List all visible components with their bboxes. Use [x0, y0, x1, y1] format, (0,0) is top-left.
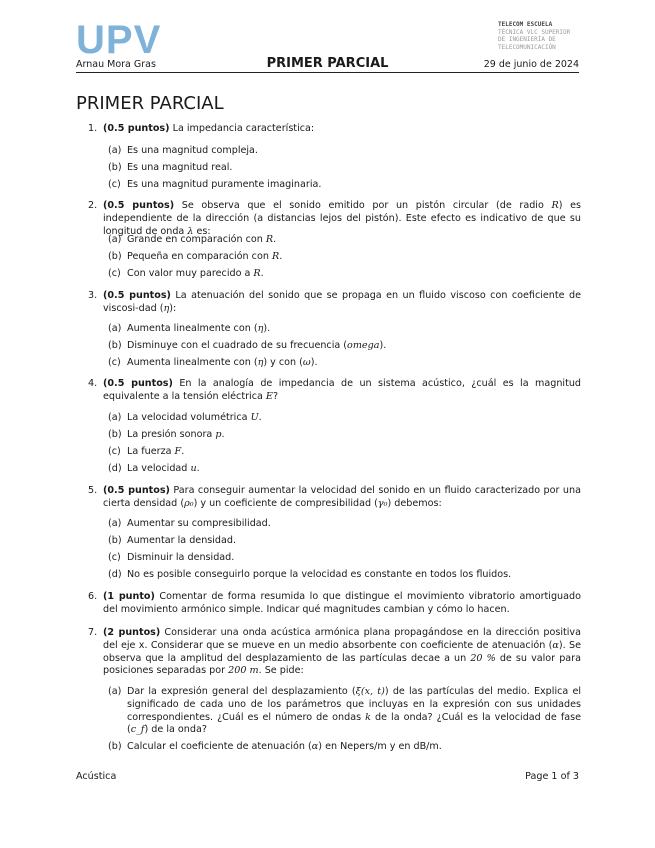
q7-part-b: (b) Calcular el coeficiente de atenuación (α) en Nepers/m y en dB/m.: [108, 741, 442, 752]
question-4: 4. (0.5 puntos) En la analogía de impedancia de un sistema acústico, ¿cuál es la magnitud equivalente a la tensión eléctrica E?: [88, 378, 581, 402]
q1-option-c: (c) Es una magnitud puramente imaginaria.: [108, 179, 322, 190]
q5-option-c: (c) Disminuir la densidad.: [108, 552, 235, 563]
footer-page-number: Page 1 of 3: [525, 771, 579, 782]
q4-option-c: (c) La fuerza F.: [108, 446, 185, 457]
author: Arnau Mora Gras: [76, 59, 156, 70]
footer-course: Acústica: [76, 771, 117, 782]
question-1: 1. (0.5 puntos) La impedancia característica:: [88, 123, 315, 134]
header-rule: [76, 72, 579, 73]
q4-option-d: (d) La velocidad u.: [108, 463, 200, 474]
upv-logo: UPV: [76, 18, 162, 62]
q2-option-c: (c) Con valor muy parecido a R.: [108, 268, 264, 279]
q3-option-b: (b) Disminuye con el cuadrado de su frecuencia (omega).: [108, 340, 387, 351]
school-logo: TELECOM ESCUELA TÉCNICA VLC SUPERIOR DE INGENIERÍA DE TELECOMUNICACIÓN: [498, 21, 571, 51]
q5-option-a: (a) Aumentar su compresibilidad.: [108, 518, 271, 529]
q5-option-b: (b) Aumentar la densidad.: [108, 535, 237, 546]
question-6: 6. (1 punto) Comentar de forma resumida lo que distingue el movimiento vibratorio amortiguado del movimiento armónico simple. Indicar qué magnitudes cambian y cómo lo hacen.: [88, 591, 581, 615]
q1-option-a: (a) Es una magnitud compleja.: [108, 145, 258, 156]
header-title: PRIMER PARCIAL: [266, 56, 389, 71]
q7-part-a: (a) Dar la expresión general del desplazamiento (ξ(x, t)) de las partículas del medio. Explica el significado de cada uno de los parámetros que incluyas en la expresión con sus unidades correspondientes. ¿Cuál es el número de ondas k de la onda? ¿Cuál es la velocidad de fase (c_f) de la onda?: [108, 686, 582, 736]
question-5: 5. (0.5 puntos) Para conseguir aumentar la velocidad del sonido en un fluido caracterizado por una cierta densidad (ρ₀) y un coeficiente de compresibilidad (γ₀) debemos:: [88, 485, 581, 509]
question-7: 7. (2 puntos) Considerar una onda acústica armónica plana propagándose en la dirección positiva del eje x. Considerar que se mueve en un medio absorbente con coeficiente de atenuación (α). Se observa que la amplitud del desplazamiento de las partículas decae a un 20 % de su valor para posiciones separadas por 200 m. Se pide:: [88, 627, 581, 677]
q2-option-a: (a) Grande en comparación con R.: [108, 234, 277, 245]
q2-option-b: (b) Pequeña en comparación con R.: [108, 251, 283, 262]
q3-option-c: (c) Aumenta linealmente con (η) y con (ω).: [108, 357, 318, 368]
exam-date: 29 de junio de 2024: [483, 59, 579, 70]
q1-option-b: (b) Es una magnitud real.: [108, 162, 233, 173]
q5-option-d: (d) No es posible conseguirlo porque la velocidad es constante en todos los fluidos.: [108, 569, 512, 580]
question-3: 3. (0.5 puntos) La atenuación del sonido que se propaga en un fluido viscoso con coeficiente de viscosi-dad (η):: [88, 290, 581, 314]
q4-option-b: (b) La presión sonora p.: [108, 429, 225, 440]
q4-option-a: (a) La velocidad volumétrica U.: [108, 412, 262, 423]
q3-option-a: (a) Aumenta linealmente con (η).: [108, 323, 271, 334]
question-2: 2. (0.5 puntos) Se observa que el sonido emitido por un pistón circular (de radio R) es independiente de la dirección (a distancias lejos del pistón). Este efecto es indicativo de que su longitud de onda λ es:: [88, 200, 581, 237]
page-title: PRIMER PARCIAL: [76, 93, 224, 114]
